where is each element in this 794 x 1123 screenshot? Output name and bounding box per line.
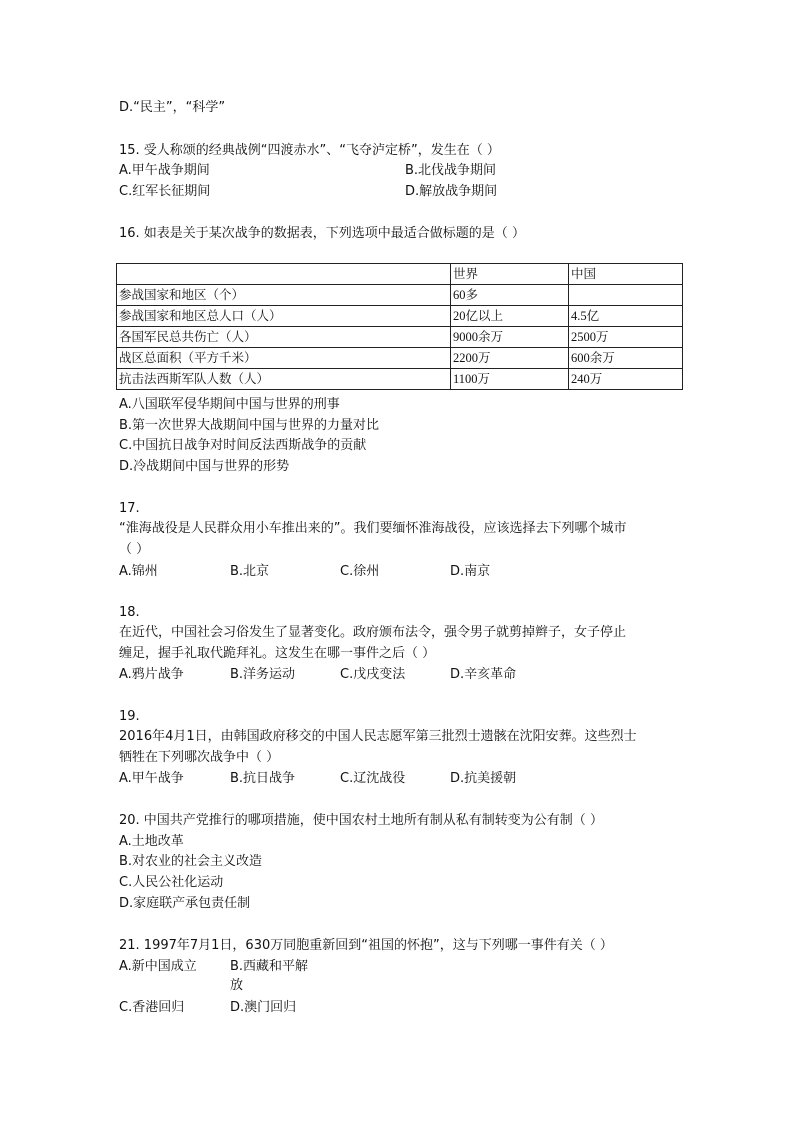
q19-option-c: C.辽沈战役	[340, 771, 406, 786]
q18-option-b: B.洋务运动	[230, 667, 296, 682]
table-header-cell: 中国	[569, 264, 683, 285]
q17-option-b: B.北京	[230, 564, 270, 579]
q14-option-d: D.“民主”，“科学”	[119, 100, 226, 115]
table-cell: 4.5亿	[569, 306, 683, 327]
table-header-cell	[117, 264, 451, 285]
q19-option-d: D.抗美援朝	[450, 771, 517, 786]
q18-stem: 在近代，中国社会习俗发生了显著变化。政府颁布法令，强令男子就剪掉辫子，女子停止	[119, 625, 627, 640]
q17-stem-cont: （ ）	[119, 542, 150, 557]
q15-option-a: A.甲午战争期间	[119, 163, 210, 178]
q21-option-d: D.澳门回归	[230, 1000, 297, 1015]
war-data-table	[116, 263, 683, 390]
table-cell: 600余万	[569, 348, 683, 369]
q21-stem: 21. 1997年7月1日，630万同胞重新回到“祖国的怀抱”，这与下列哪一事件有关（ ）	[119, 938, 613, 953]
q16-option-b: B.第一次世界大战期间中国与世界的力量对比	[119, 418, 380, 433]
table-cell: 抗击法西斯军队人数（人）	[117, 369, 451, 390]
q18-option-c: C.戊戌变法	[340, 667, 406, 682]
q16-option-c: C.中国抗日战争对时间反法西斯战争的贡献	[119, 438, 367, 453]
q19-option-a: A.甲午战争	[119, 771, 184, 786]
table-cell: 60多	[451, 285, 569, 306]
table-row	[117, 306, 683, 327]
q18-option-d: D.辛亥革命	[450, 667, 517, 682]
q16-option-a: A.八国联军侵华期间中国与世界的刑事	[119, 397, 340, 412]
q21-option-b: B.西藏和平解	[230, 959, 309, 974]
q21-option-a: A.新中国成立	[119, 959, 197, 974]
q20-option-b: B.对农业的社会主义改造	[119, 854, 263, 869]
table-cell: 参战国家和地区（个）	[117, 285, 451, 306]
table-cell: 240万	[569, 369, 683, 390]
table-header-cell: 世界	[451, 264, 569, 285]
table-header-row	[117, 264, 683, 285]
q17-number: 17.	[119, 501, 140, 516]
table-row	[117, 369, 683, 390]
q20-option-c: C.人民公社化运动	[119, 875, 224, 890]
q15-option-b: B.北伐战争期间	[405, 163, 497, 178]
q19-stem-cont: 牺牲在下列哪次战争中（ ）	[119, 750, 280, 765]
q18-stem-cont: 缠足，握手礼取代跪拜礼。这发生在哪一事件之后（ ）	[119, 646, 436, 661]
table-cell: 9000余万	[451, 327, 569, 348]
table-cell	[569, 285, 683, 306]
q20-option-a: A.土地改革	[119, 834, 184, 849]
q17-option-d: D.南京	[450, 564, 491, 579]
table-row	[117, 348, 683, 369]
table-row	[117, 285, 683, 306]
table-cell: 各国军民总共伤亡（人）	[117, 327, 451, 348]
q18-number: 18.	[119, 605, 140, 620]
q19-number: 19.	[119, 709, 140, 724]
q20-stem: 20. 中国共产党推行的哪项措施，使中国农村土地所有制从私有制转变为公有制（ ）	[119, 813, 603, 828]
q18-option-a: A.鸦片战争	[119, 667, 184, 682]
q17-stem: “淮海战役是人民群众用小车推出来的”。我们要缅怀淮海战役，应该选择去下列哪个城市	[119, 521, 627, 536]
q15-stem: 15. 受人称颂的经典战例“四渡赤水”、“飞夺泸定桥”，发生在（ ）	[119, 143, 500, 158]
q15-option-c: C.红军长征期间	[119, 184, 211, 199]
table-cell: 2200万	[451, 348, 569, 369]
table-cell: 1100万	[451, 369, 569, 390]
table-cell: 参战国家和地区总人口（人）	[117, 306, 451, 327]
q17-option-c: C.徐州	[340, 564, 380, 579]
q21-option-c: C.香港回归	[119, 1000, 185, 1015]
q17-option-a: A.锦州	[119, 564, 158, 579]
q15-option-d: D.解放战争期间	[405, 184, 498, 199]
q16-option-d: D.冷战期间中国与世界的形势	[119, 459, 290, 474]
q16-stem: 16. 如表是关于某次战争的数据表，下列选项中最适合做标题的是（ ）	[119, 226, 525, 241]
table-cell: 战区总面积（平方千米）	[117, 348, 451, 369]
q21-option-b-cont: 放	[230, 978, 244, 993]
table-cell: 2500万	[569, 327, 683, 348]
table-row	[117, 327, 683, 348]
table-cell: 20亿以上	[451, 306, 569, 327]
q19-stem: 2016年4月1日，由韩国政府移交的中国人民志愿军第三批烈士遗骸在沈阳安葬。这些烈士	[119, 729, 637, 744]
q19-option-b: B.抗日战争	[230, 771, 296, 786]
q20-option-d: D.家庭联产承包责任制	[119, 896, 251, 911]
